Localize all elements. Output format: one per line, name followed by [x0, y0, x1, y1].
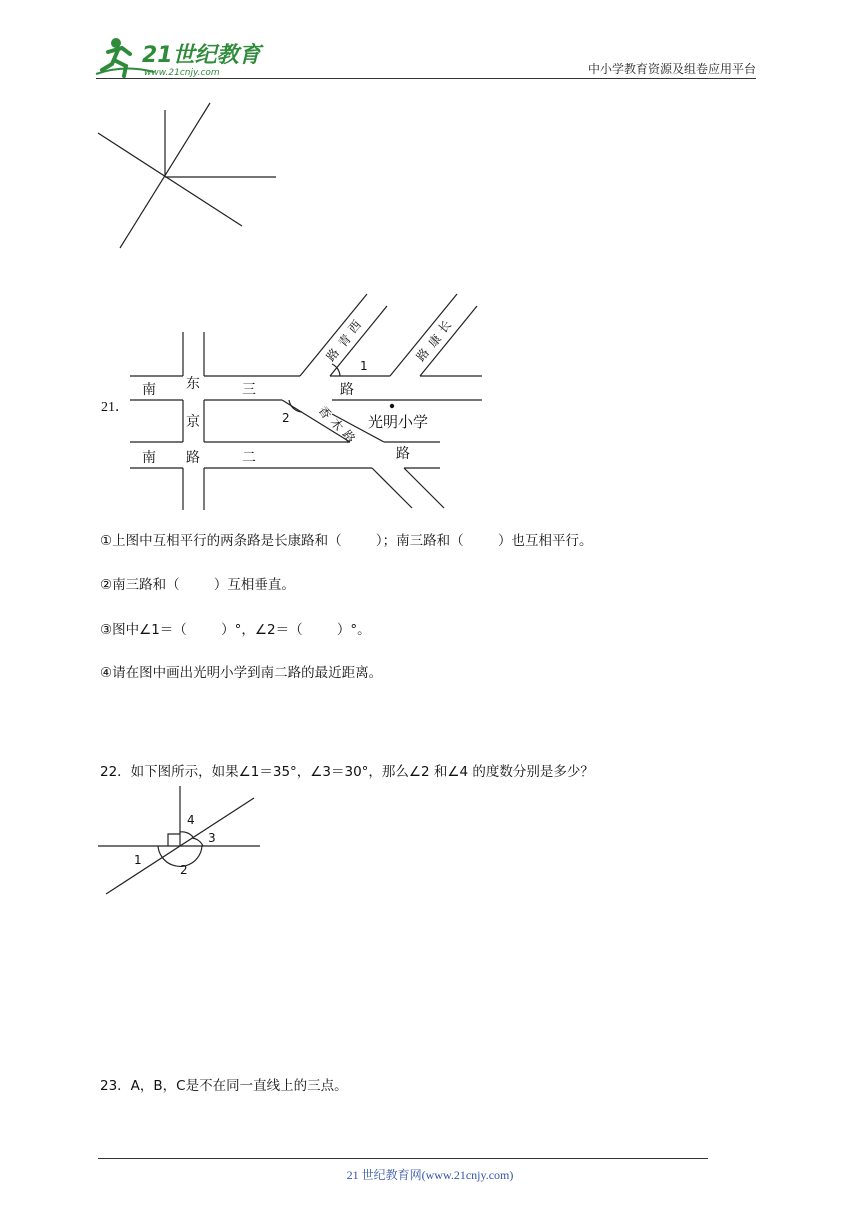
q21-item-2: ②南三路和（ ）互相垂直。 [100, 577, 295, 593]
footer-text: 21 世纪教育网(www.21cnjy.com) [346, 1168, 514, 1182]
label-lu-ck: 路 [413, 345, 433, 364]
q21-item-4: ④请在图中画出光明小学到南二路的最近距离。 [100, 665, 383, 681]
intersecting-lines-figure [90, 98, 290, 258]
q21-number: 21． [101, 400, 129, 415]
road-map-figure [122, 290, 492, 515]
label-lu-2: 路 [186, 450, 200, 466]
label-xiang: 香 [315, 403, 334, 422]
label-san: 三 [242, 382, 256, 398]
label-er: 二 [242, 450, 256, 466]
label-angle-1: 1 [360, 359, 368, 373]
q21-item-1: ①上图中互相平行的两条路是长康路和（ ）；南三路和（ ）也互相平行。 [100, 533, 593, 549]
label-dong: 东 [186, 376, 200, 392]
label-jing: 京 [186, 414, 200, 430]
q23-text: 23．A，B，C是不在同一直线上的三点。 [100, 1078, 348, 1094]
label-xi: 西 [345, 317, 365, 336]
q22-text: 22．如下图所示，如果∠1＝35°，∠3＝30°，那么∠2 和∠4 的度数分别是多少？ [100, 764, 594, 780]
logo-url: www.21cnjy.com [144, 68, 220, 78]
header-platform-text: 中小学教育资源及组卷应用平台 [587, 62, 756, 76]
angle-label-2: 2 [180, 863, 188, 877]
school-dot [390, 404, 394, 408]
label-kang: 康 [425, 331, 445, 350]
label-lu-xm: 路 [339, 427, 358, 446]
site-logo [94, 34, 264, 80]
label-lu-3: 路 [396, 446, 410, 462]
angle-label-3: 3 [208, 831, 216, 845]
label-lu-1: 路 [340, 382, 354, 398]
label-nan-2: 南 [142, 450, 156, 466]
header-divider [96, 78, 756, 79]
label-angle-2: 2 [282, 411, 290, 425]
label-lu-xq: 路 [323, 345, 343, 364]
angle-label-1: 1 [134, 853, 142, 867]
label-qing: 青 [335, 331, 355, 350]
footer-divider [98, 1158, 708, 1159]
angle-label-4: 4 [187, 813, 195, 827]
label-mu: 木 [327, 415, 346, 434]
label-school: 光明小学 [368, 413, 429, 431]
angles-figure [96, 782, 266, 900]
q21-item-3: ③图中∠1＝（ ）°，∠2＝（ ）°。 [100, 622, 371, 638]
label-nan-1: 南 [142, 382, 156, 398]
logo-text: 21世纪教育 [142, 43, 261, 68]
label-chang: 长 [435, 317, 455, 336]
